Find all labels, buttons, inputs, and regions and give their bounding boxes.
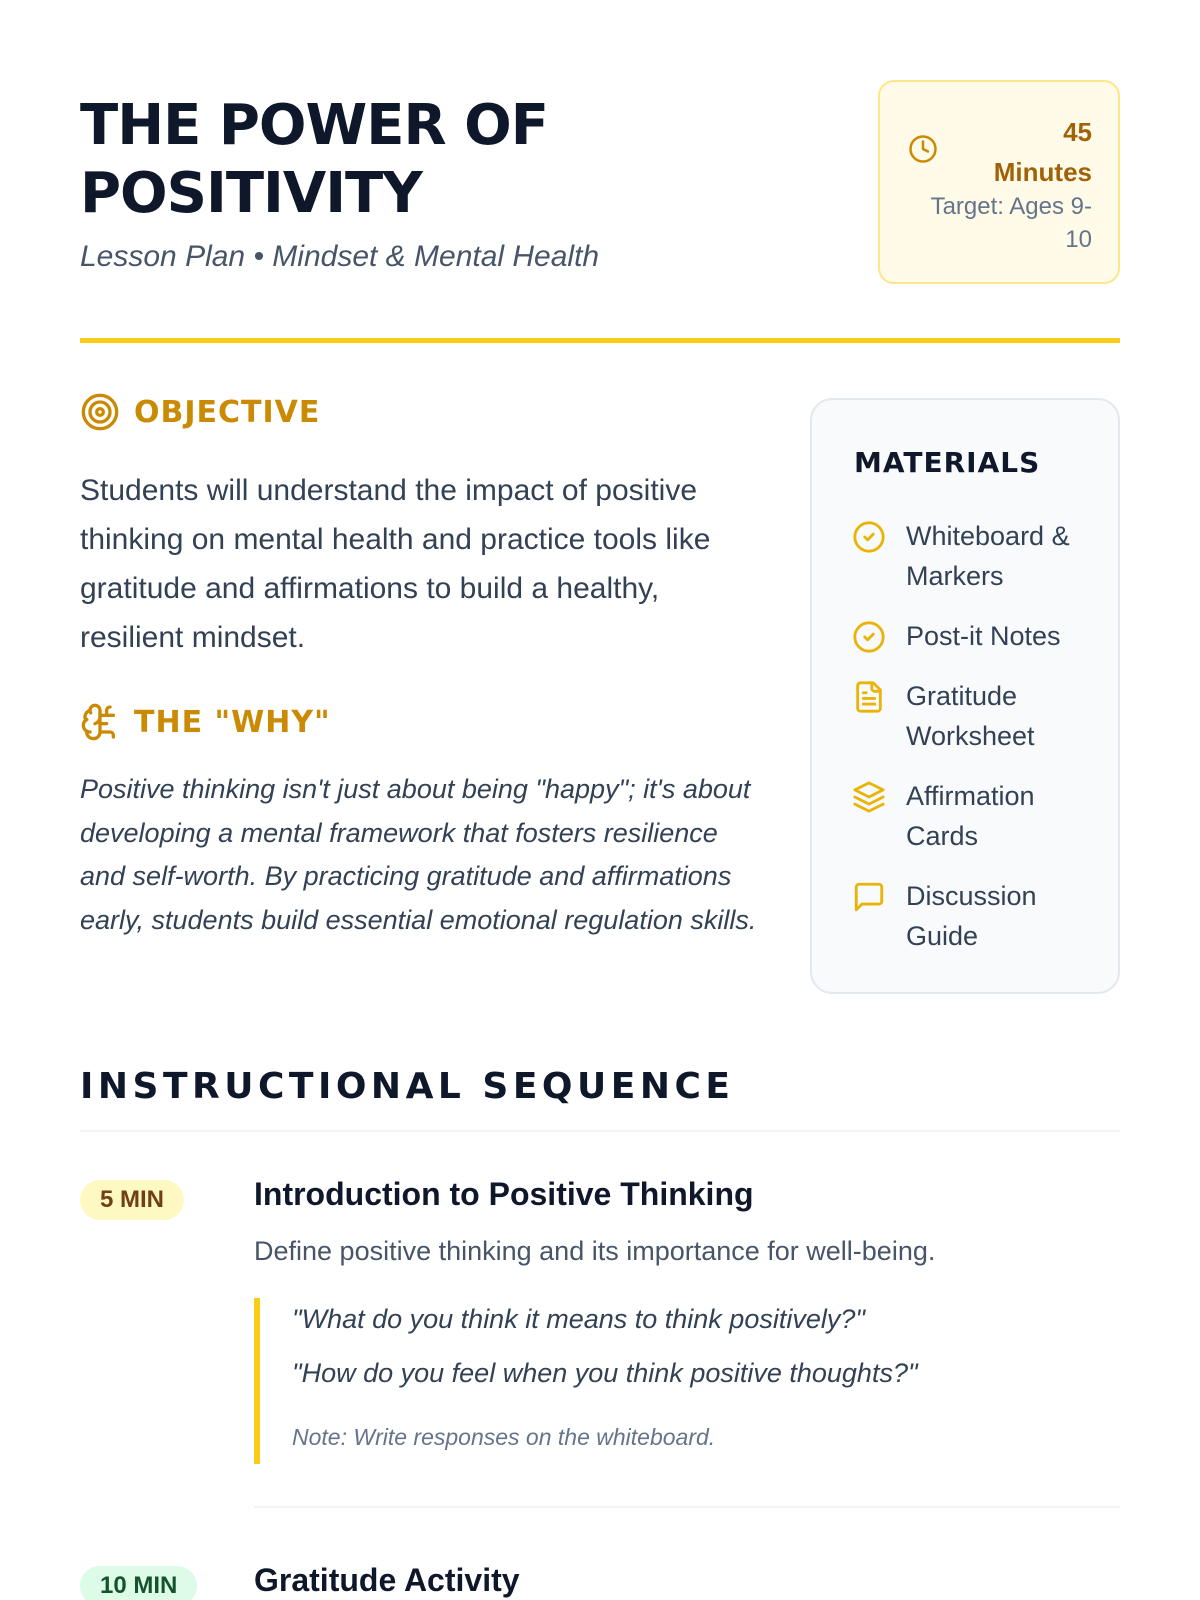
lesson-header bbox=[80, 80, 1120, 290]
why-heading-label: THE "WHY" bbox=[134, 704, 331, 740]
step-description: Define positive thinking and its importance for well-being. bbox=[254, 1236, 936, 1266]
materials-list bbox=[852, 516, 1102, 976]
header-divider bbox=[80, 338, 1120, 343]
step-divider bbox=[254, 1506, 1120, 1508]
page-title bbox=[80, 92, 640, 228]
list-item bbox=[852, 676, 1102, 756]
material-label: Discussion Guide bbox=[906, 881, 1037, 951]
brain-icon bbox=[80, 702, 120, 742]
materials-title: MATERIALS bbox=[854, 446, 1041, 479]
question-1: "What do you think it means to think positively?" bbox=[292, 1304, 865, 1334]
target-icon bbox=[80, 392, 120, 432]
material-label: Affirmation Cards bbox=[906, 781, 1035, 851]
title-line-2: POSITIVITY bbox=[80, 161, 422, 226]
objective-heading bbox=[80, 392, 320, 432]
page-subtitle: Lesson Plan • Mindset & Mental Health bbox=[80, 240, 600, 273]
duration-card bbox=[878, 80, 1120, 284]
target-age: Target: Ages 9-10 bbox=[930, 193, 1092, 253]
why-text: Positive thinking isn't just about being "happy"; it's about developing a mental framework that fosters resilience and self-worth. By practicing gratitude and affirmations early, students build essential emotional regulation skills. bbox=[80, 774, 757, 935]
teacher-note: Note: Write responses on the whiteboard. bbox=[292, 1424, 716, 1450]
check-circle-icon bbox=[852, 620, 886, 654]
sequence-divider bbox=[80, 1130, 1120, 1132]
check-circle-icon bbox=[852, 520, 886, 554]
material-label: Whiteboard & Markers bbox=[906, 521, 1070, 591]
duration-value: 45 bbox=[1063, 117, 1092, 147]
list-item bbox=[852, 776, 1102, 856]
list-item bbox=[852, 516, 1102, 596]
objective-text: Students will understand the impact of positive thinking on mental health and practice tools like gratitude and affirmations to build a healthy, resilient mindset. bbox=[80, 474, 711, 654]
duration-unit: Minutes bbox=[993, 157, 1092, 187]
title-line-1: THE POWER OF bbox=[80, 93, 548, 158]
discussion-questions bbox=[254, 1298, 1120, 1464]
question-2: "How do you feel when you think positive thoughts?" bbox=[292, 1358, 918, 1388]
duration-text bbox=[972, 112, 1092, 192]
materials-panel bbox=[810, 398, 1120, 994]
layers-icon bbox=[852, 780, 886, 814]
objective-heading-label: OBJECTIVE bbox=[134, 394, 321, 430]
list-item bbox=[852, 616, 1102, 656]
step-duration-badge: 5 MIN bbox=[80, 1180, 184, 1220]
step-title: Introduction to Positive Thinking bbox=[254, 1176, 754, 1212]
material-label: Gratitude Worksheet bbox=[906, 681, 1035, 751]
why-heading bbox=[80, 702, 331, 742]
step-duration-badge: 10 MIN bbox=[80, 1566, 197, 1600]
step-title: Gratitude Activity bbox=[254, 1562, 520, 1598]
list-item bbox=[852, 876, 1102, 956]
clock-icon bbox=[908, 134, 938, 164]
document-icon bbox=[852, 680, 886, 714]
chat-bubble-icon bbox=[852, 880, 886, 914]
sequence-title: INSTRUCTIONAL SEQUENCE bbox=[80, 1066, 735, 1107]
material-label: Post-it Notes bbox=[906, 621, 1061, 651]
